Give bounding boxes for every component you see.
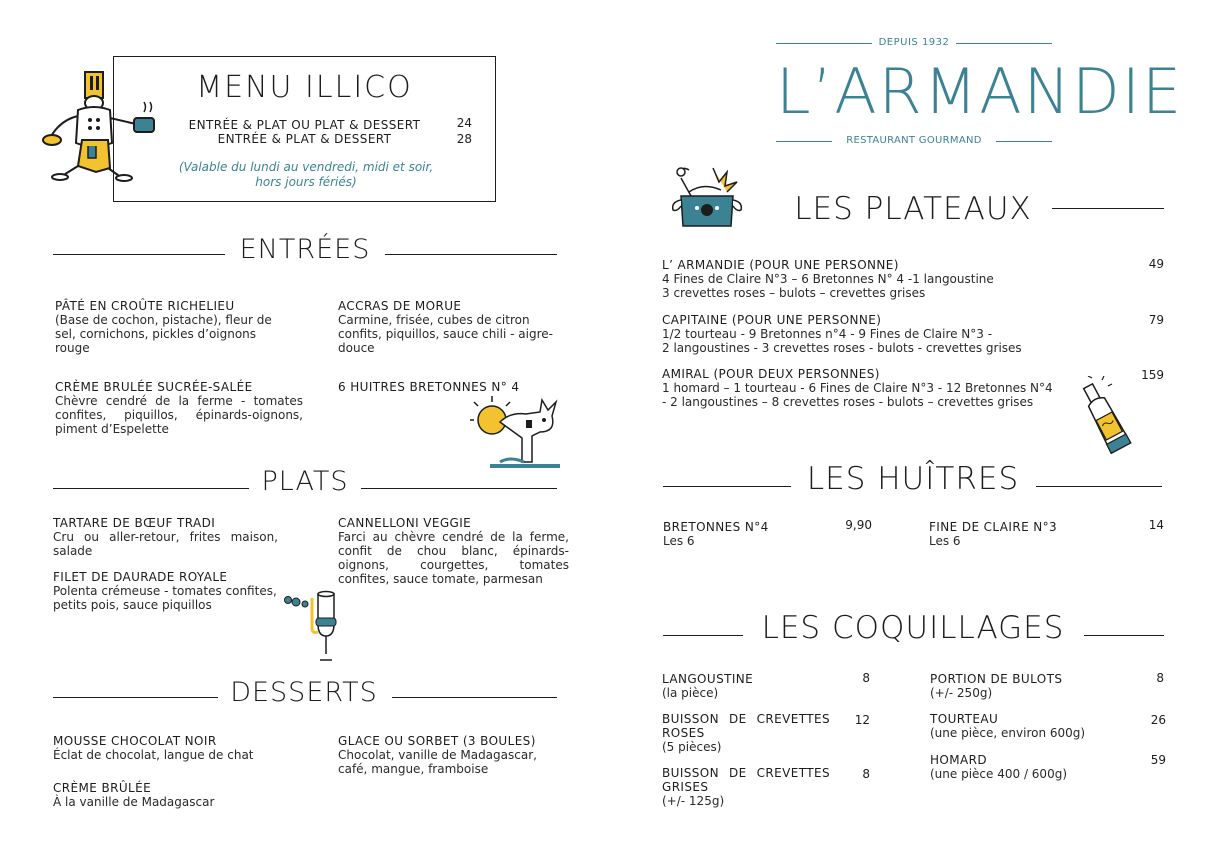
plateau-desc: 3 crevettes roses – bulots – crevettes grises [662, 286, 926, 300]
coquillage-price: 8 [862, 671, 870, 685]
coquillage-title: PORTION DE BULOTS [930, 672, 1063, 686]
cow-illustration-icon [470, 392, 562, 472]
coquillage-desc: (+/- 250g) [930, 686, 993, 700]
coquillage-price: 8 [1156, 671, 1164, 685]
desserts-rule-left [53, 697, 218, 698]
plat-desc: Polenta crémeuse - tomates confites, petits pois, sauce piquillos [53, 584, 277, 612]
coquillages-heading: LES COQUILLAGES [761, 610, 1065, 646]
dessert-item [338, 734, 563, 776]
dessert-desc: Éclat de chocolat, langue de chat [53, 748, 254, 762]
coquillage-title: HOMARD [930, 753, 988, 767]
coquillage-item [930, 753, 1110, 781]
coquillage-desc: (5 pièces) [662, 740, 722, 754]
plateau-title: AMIRAL (POUR DEUX PERSONNES) [662, 367, 880, 381]
plateau-title: CAPITAINE (POUR UNE PERSONNE) [662, 313, 882, 327]
logo-rule-bottom-left [776, 141, 832, 142]
coquillage-price: 8 [862, 767, 870, 781]
coquillage-title: LANGOUSTINE [662, 672, 754, 686]
coquillage-item [662, 672, 812, 700]
desserts-rule-right [392, 697, 557, 698]
coquillages-rule-left [663, 635, 743, 636]
plateau-item [662, 367, 1072, 409]
coquillage-desc: (une pièce, environ 600g) [930, 726, 1086, 740]
plateaux-heading: LES PLATEAUX [794, 191, 1032, 227]
coquillage-title: BUISSON DE CREVETTES ROSES [662, 712, 830, 740]
logo-rule-top-left [776, 43, 872, 44]
entree-title: CRÈME BRULÉE SUCRÉE-SALÉE [55, 380, 253, 394]
dessert-desc: À la vanille de Madagascar [53, 795, 215, 809]
entree-desc: Chèvre cendré de la ferme - tomates confites, piquillos, épinards-oignons, piment d’Espelette [55, 394, 303, 436]
menu-illico-line2: ENTRÉE & PLAT & DESSERT [217, 132, 392, 146]
plateau-desc: 1/2 tourteau - 9 Bretonnes n°4 - 9 Fines de Claire N°3 - [662, 327, 993, 341]
restaurant-logo [776, 36, 1184, 148]
seafood-pot-illustration-icon [667, 164, 749, 234]
plateau-item [662, 258, 1062, 300]
entree-title: 6 HUITRES BRETONNES N° 4 [338, 380, 520, 394]
coquillage-price: 12 [854, 713, 870, 727]
coquillages-rule-right [1084, 635, 1164, 636]
plats-heading: PLATS [261, 466, 349, 497]
wine-bottle-illustration-icon [1072, 376, 1138, 456]
dessert-title: MOUSSE CHOCOLAT NOIR [53, 734, 217, 748]
entree-title: ACCRAS DE MORUE [338, 299, 462, 313]
coquillage-item [930, 712, 1110, 740]
coquillage-item [662, 766, 830, 808]
plat-desc: Farci au chèvre cendré de la ferme, confit de chou blanc, épinards-oignons, courgettes, tomates confites, sauce tomate, parmesan [338, 530, 569, 586]
plat-title: TARTARE DE BŒUF TRADI [53, 516, 216, 530]
dessert-title: CRÈME BRÛLÉE [53, 781, 152, 795]
coquillage-desc: (une pièce 400 / 600g) [930, 767, 1067, 781]
huitre-desc: Les 6 [929, 534, 961, 548]
coquillage-title: BUISSON DE CREVETTES GRISES [662, 766, 830, 794]
entree-desc: (Base de cochon, pistache), fleur de sel, cornichons, pickles d’oignons rouge [55, 313, 272, 355]
plat-item [338, 516, 569, 586]
huitre-item [663, 520, 833, 548]
plateau-desc: 1 homard – 1 tourteau - 6 Fines de Claire N°3 - 12 Bretonnes N°4 [662, 381, 1053, 395]
plat-title: CANNELLONI VEGGIE [338, 516, 472, 530]
desserts-heading: DESSERTS [230, 677, 378, 708]
entree-title: PÂTÉ EN CROÛTE RICHELIEU [55, 299, 235, 313]
logo-rule-bottom-right [996, 141, 1052, 142]
dessert-desc: Chocolat, vanille de Madagascar, café, mangue, framboise [338, 748, 537, 776]
plat-item [53, 516, 278, 558]
huitre-desc: Les 6 [663, 534, 695, 548]
entree-item [55, 299, 285, 355]
plateau-item [662, 313, 1062, 355]
huitre-title: FINE DE CLAIRE N°3 [929, 520, 1058, 534]
dessert-item [53, 781, 293, 809]
logo-tagline: RESTAURANT GOURMAND [846, 135, 982, 146]
plateau-price: 79 [1148, 313, 1164, 327]
menu-illico-line1-price: 24 [456, 116, 472, 130]
huitre-title: BRETONNES N°4 [663, 520, 769, 534]
plateaux-rule-right [1052, 208, 1164, 209]
entree-desc: Carmine, frisée, cubes de citron confits, piquillos, sauce chili - aigre-douce [338, 313, 553, 355]
menu-illico-title: MENU ILLICO [196, 70, 413, 105]
huitres-rule-left [663, 486, 791, 487]
plats-rule-left [53, 488, 249, 489]
plat-item [53, 570, 283, 612]
coquillage-price: 59 [1150, 753, 1166, 767]
coquillage-desc: (la pièce) [662, 686, 719, 700]
dessert-title: GLACE OU SORBET (3 BOULES) [338, 734, 536, 748]
menu-illico-line2-price: 28 [456, 132, 472, 146]
huitre-item [929, 520, 1099, 548]
huitres-rule-right [1036, 486, 1162, 487]
huitres-heading: LES HUÎTRES [806, 461, 1020, 497]
coquillage-item [930, 672, 1110, 700]
logo-rule-top-right [956, 43, 1052, 44]
plateau-desc: - 2 langoustines – 8 crevettes roses - bulots – crevettes grises [662, 395, 1034, 409]
logo-since: DEPUIS 1932 [878, 37, 950, 48]
menu-illico-note: (Valable du lundi au vendredi, midi et soir, hors jours fériés) [178, 160, 434, 189]
menu-illico-box [113, 56, 496, 202]
plateau-price: 159 [1141, 368, 1164, 382]
entrees-rule-right [385, 254, 557, 255]
coquillage-desc: (+/- 125g) [662, 794, 725, 808]
snorkel-glass-illustration-icon [282, 588, 352, 664]
menu-illico-line1: ENTRÉE & PLAT OU PLAT & DESSERT [188, 118, 421, 132]
plat-desc: Cru ou aller-retour, frites maison, salade [53, 530, 278, 558]
entrees-heading: ENTRÉES [239, 234, 371, 265]
entree-item [55, 380, 303, 436]
logo-name: L’ARMANDIE [776, 55, 1184, 128]
coquillage-title: TOURTEAU [930, 712, 999, 726]
entrees-rule-left [53, 254, 225, 255]
coquillage-price: 26 [1150, 713, 1166, 727]
plats-rule-right [361, 488, 557, 489]
entree-item [338, 299, 568, 355]
plateau-desc: 2 langoustines - 3 crevettes roses - bulots - crevettes grises [662, 341, 1022, 355]
plateau-price: 49 [1148, 257, 1164, 271]
plateau-title: L’ ARMANDIE (POUR UNE PERSONNE) [662, 258, 899, 272]
huitre-price: 9,90 [845, 518, 872, 532]
plat-title: FILET DE DAURADE ROYALE [53, 570, 228, 584]
huitre-price: 14 [1148, 518, 1164, 532]
dessert-item [53, 734, 293, 762]
plateau-desc: 4 Fines de Claire N°3 – 6 Bretonnes N° 4 -1 langoustine [662, 272, 994, 286]
coquillage-item [662, 712, 830, 754]
